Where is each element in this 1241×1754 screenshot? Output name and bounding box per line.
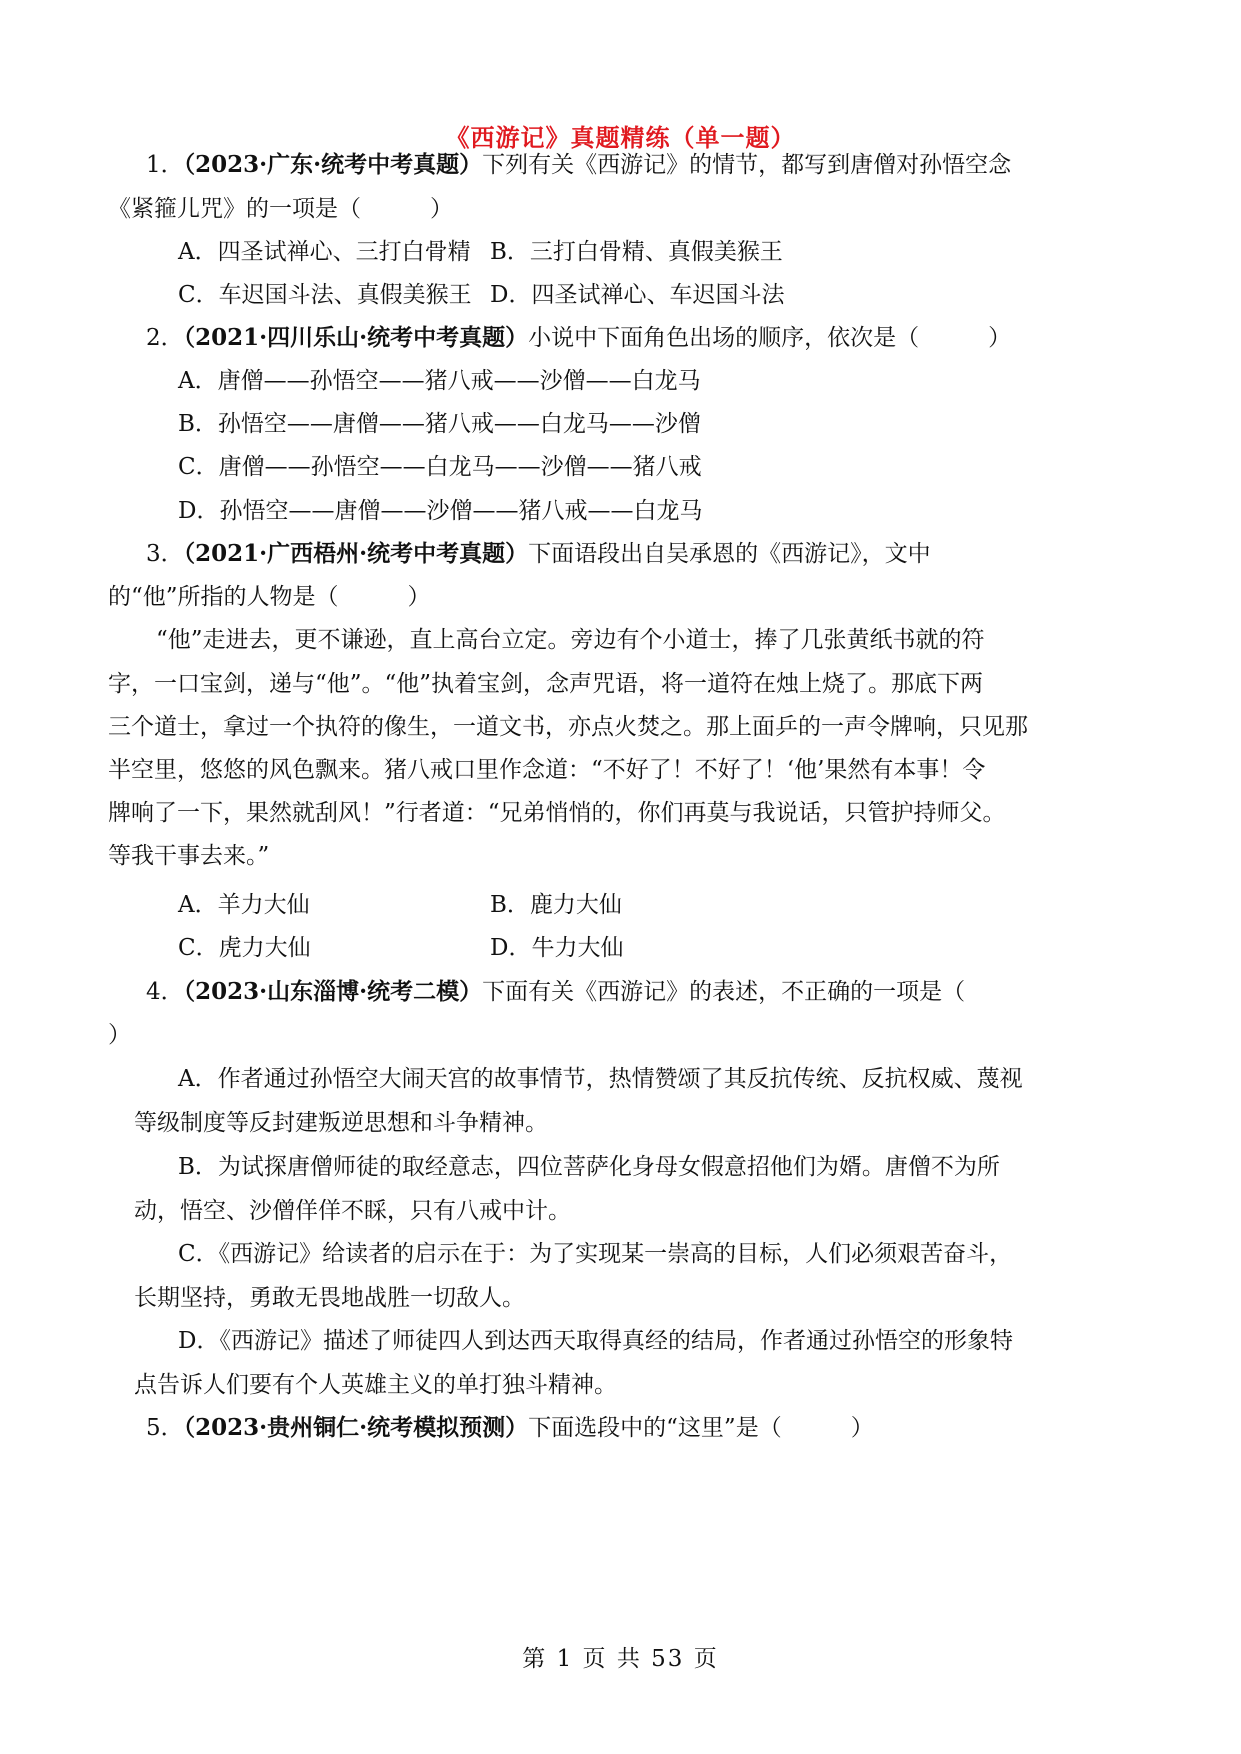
question-source: （2023·山东淄博·统考二模） <box>183 978 483 1005</box>
option-c: C．唐僧——孙悟空——白龙马——沙僧——猪八戒 <box>178 454 702 480</box>
question-source: （2023·广东·统考中考真题） <box>183 151 483 178</box>
question-number: 2． <box>146 325 184 351</box>
question-source: （2023·贵州铜仁·统考模拟预测） <box>183 1414 529 1441</box>
question-4-first-line <box>146 977 965 1007</box>
question-stem: 小说中下面角色出场的顺序，依次是（ ） <box>528 325 1012 351</box>
question-stem-continued: 《紧箍儿咒》的一项是（ ） <box>108 196 453 222</box>
option-b: B．孙悟空——唐僧——猪八戒——白龙马——沙僧 <box>178 411 701 437</box>
option-d: D．牛力大仙 <box>490 935 624 961</box>
option-a: A．羊力大仙 <box>178 892 310 918</box>
question-number: 3． <box>146 541 184 567</box>
question-stem: 下面语段出自吴承恩的《西游记》，文中 <box>528 541 931 567</box>
question-number: 5． <box>146 1415 184 1441</box>
passage-line: 等我干事去来。” <box>108 843 270 869</box>
question-stem: 下面选段中的“这里”是（ ） <box>528 1415 874 1441</box>
option-a-continued: 等级制度等反封建叛逆思想和斗争精神。 <box>134 1110 548 1136</box>
option-b: B．三打白骨精、真假美猴王 <box>490 239 783 265</box>
option-c: C．车迟国斗法、真假美猴王 <box>178 282 472 308</box>
option-c-continued: 长期坚持，勇敢无畏地战胜一切敌人。 <box>134 1285 525 1311</box>
passage-line: 牌响了一下，果然就刮风！”行者道：“兄弟悄悄的，你们再莫与我说话，只管护持师父。 <box>108 800 1006 826</box>
option-b: B．为试探唐僧师徒的取经意志，四位菩萨化身母女假意招他们为婿。唐僧不为所 <box>178 1154 1000 1180</box>
option-d: D．四圣试禅心、车迟国斗法 <box>490 282 785 308</box>
question-source: （2021·广西梧州·统考中考真题） <box>183 540 529 567</box>
option-b-continued: 动，悟空、沙僧佯佯不睬，只有八戒中计。 <box>134 1198 571 1224</box>
question-number: 1． <box>146 152 184 178</box>
passage-line: 半空里，悠悠的风色飘来。猪八戒口里作念道：“不好了！不好了！‘他’果然有本事！令 <box>108 757 986 783</box>
question-5-first-line <box>146 1413 874 1443</box>
question-stem-continued: ） <box>108 1022 131 1048</box>
option-a: A．作者通过孙悟空大闹天宫的故事情节，热情赞颂了其反抗传统、反抗权威、蔑视 <box>178 1066 1023 1092</box>
option-a: A．四圣试禅心、三打白骨精 <box>178 239 471 265</box>
question-stem: 下面有关《西游记》的表述，不正确的一项是（ <box>482 979 966 1005</box>
question-stem-continued: 的“他”所指的人物是（ ） <box>108 584 431 610</box>
option-d: D．孙悟空——唐僧——沙僧——猪八戒——白龙马 <box>178 498 703 524</box>
question-1-first-line <box>146 150 1011 180</box>
option-b: B．鹿力大仙 <box>490 892 622 918</box>
option-a: A．唐僧——孙悟空——猪八戒——沙僧——白龙马 <box>178 368 701 394</box>
document-title: 《西游记》真题精练（单一题） <box>445 123 796 152</box>
option-c: C．《西游记》给读者的启示在于：为了实现某一崇高的目标，人们必须艰苦奋斗， <box>178 1241 1013 1267</box>
passage-line: 三个道士，拿过一个执符的像生，一道文书，亦点火焚之。那上面乒的一声令牌响，只见那 <box>108 714 1028 740</box>
passage-line: “他”走进去，更不谦逊，直上高台立定。旁边有个小道士，捧了几张黄纸书就的符 <box>156 627 985 653</box>
question-source: （2021·四川乐山·统考中考真题） <box>183 324 529 351</box>
question-number: 4． <box>146 979 184 1005</box>
option-d-continued: 点告诉人们要有个人英雄主义的单打独斗精神。 <box>134 1372 617 1398</box>
passage-line: 字，一口宝剑，递与“他”。“他”执着宝剑，念声咒语，将一道符在烛上烧了。那底下两 <box>108 671 984 697</box>
question-3-first-line <box>146 539 931 569</box>
option-c: C．虎力大仙 <box>178 935 311 961</box>
page-number-footer: 第 1 页 共 53 页 <box>522 1646 719 1672</box>
question-2-first-line <box>146 323 1011 353</box>
option-d: D．《西游记》描述了师徒四人到达西天取得真经的结局，作者通过孙悟空的形象特 <box>178 1328 1013 1354</box>
question-stem: 下列有关《西游记》的情节，都写到唐僧对孙悟空念 <box>482 152 1012 178</box>
